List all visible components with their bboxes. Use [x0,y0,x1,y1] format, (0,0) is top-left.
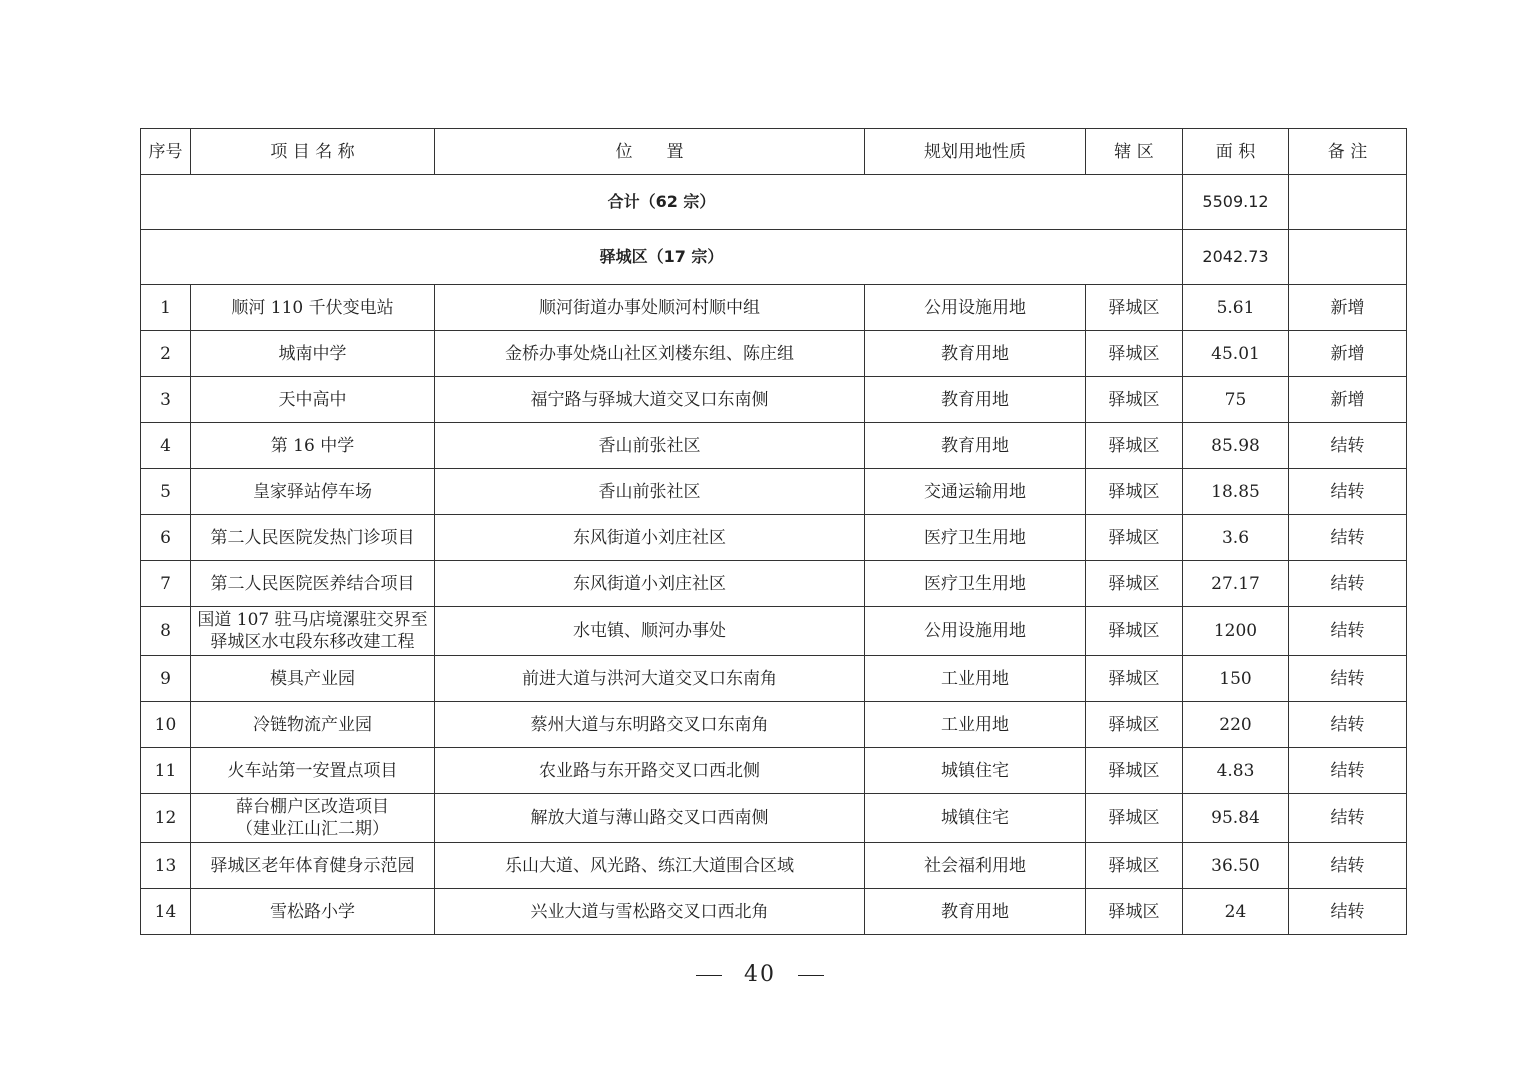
cell-district: 驿城区 [1086,607,1183,656]
cell-location: 东风街道小刘庄社区 [435,515,865,561]
cell-remark: 结转 [1289,607,1407,656]
cell-location: 农业路与东开路交叉口西北侧 [435,748,865,794]
cell-location: 解放大道与薄山路交叉口西南侧 [435,794,865,843]
cell-land-use: 城镇住宅 [865,794,1086,843]
cell-district: 驿城区 [1086,515,1183,561]
cell-area: 18.85 [1183,469,1289,515]
cell-name-line: 第二人民医院医养结合项目 [210,573,415,594]
cell-name-line: 国道 107 驻马店境漯驻交界至 [197,610,428,630]
cell-remark: 结转 [1289,794,1407,843]
cell-name-line: 驿城区水屯段东移改建工程 [210,632,415,652]
cell-name-line: （建业江山汇二期） [236,819,389,839]
cell-name [191,889,435,935]
cell-land-use: 教育用地 [865,377,1086,423]
table-row [141,377,1407,423]
header-no: 序号 [141,129,191,175]
cell-name [191,748,435,794]
cell-remark: 结转 [1289,469,1407,515]
subtotal-row [141,230,1407,285]
cell-name-line: 顺河 110 千伏变电站 [231,297,394,318]
cell-district: 驿城区 [1086,656,1183,702]
page-footer [0,962,1520,987]
cell-district: 驿城区 [1086,423,1183,469]
cell-area: 5.61 [1183,285,1289,331]
cell-location: 福宁路与驿城大道交叉口东南侧 [435,377,865,423]
cell-location: 金桥办事处烧山社区刘楼东组、陈庄组 [435,331,865,377]
cell-area: 1200 [1183,607,1289,656]
total-area: 5509.12 [1183,175,1289,230]
cell-location: 东风街道小刘庄社区 [435,561,865,607]
cell-no: 7 [141,561,191,607]
cell-name-line: 薛台棚户区改造项目 [236,797,389,817]
cell-land-use: 工业用地 [865,656,1086,702]
cell-district: 驿城区 [1086,843,1183,889]
cell-no: 3 [141,377,191,423]
cell-land-use: 医疗卫生用地 [865,515,1086,561]
cell-area: 24 [1183,889,1289,935]
cell-location: 前进大道与洪河大道交叉口东南角 [435,656,865,702]
table-row [141,423,1407,469]
header-name: 项 目 名 称 [191,129,435,175]
table-row [141,794,1407,843]
cell-location: 乐山大道、风光路、练江大道围合区域 [435,843,865,889]
cell-no: 4 [141,423,191,469]
table-row [141,843,1407,889]
cell-land-use: 城镇住宅 [865,748,1086,794]
cell-name-line: 火车站第一安置点项目 [227,760,398,781]
cell-name-line: 皇家驿站停车场 [253,481,372,502]
cell-remark: 结转 [1289,656,1407,702]
cell-district: 驿城区 [1086,469,1183,515]
cell-name [191,285,435,331]
cell-name [191,656,435,702]
cell-no: 11 [141,748,191,794]
cell-location: 蔡州大道与东明路交叉口东南角 [435,702,865,748]
cell-district: 驿城区 [1086,561,1183,607]
cell-name [191,423,435,469]
land-use-table [140,128,1407,935]
cell-district: 驿城区 [1086,702,1183,748]
cell-remark: 结转 [1289,889,1407,935]
cell-remark: 结转 [1289,423,1407,469]
cell-no: 9 [141,656,191,702]
cell-no: 5 [141,469,191,515]
cell-no: 14 [141,889,191,935]
total-label: 合计（62 宗） [141,175,1183,230]
cell-location: 顺河街道办事处顺河村顺中组 [435,285,865,331]
subtotal-label: 驿城区（17 宗） [141,230,1183,285]
cell-area: 36.50 [1183,843,1289,889]
table-row [141,469,1407,515]
cell-district: 驿城区 [1086,889,1183,935]
cell-name [191,561,435,607]
cell-land-use: 医疗卫生用地 [865,561,1086,607]
cell-land-use: 社会福利用地 [865,843,1086,889]
cell-remark: 结转 [1289,515,1407,561]
cell-remark: 新增 [1289,377,1407,423]
cell-name-line: 冷链物流产业园 [253,714,372,735]
page-number: 40 [744,962,776,987]
cell-name [191,515,435,561]
cell-no: 10 [141,702,191,748]
table-row [141,748,1407,794]
cell-district: 驿城区 [1086,794,1183,843]
cell-area: 150 [1183,656,1289,702]
subtotal-remark [1289,230,1407,285]
total-row [141,175,1407,230]
cell-name-line: 第 16 中学 [270,435,355,456]
cell-name-line: 第二人民医院发热门诊项目 [210,527,415,548]
cell-name [191,331,435,377]
cell-location: 兴业大道与雪松路交叉口西北角 [435,889,865,935]
table-row [141,515,1407,561]
cell-district: 驿城区 [1086,748,1183,794]
cell-land-use: 公用设施用地 [865,607,1086,656]
cell-district: 驿城区 [1086,377,1183,423]
cell-remark: 新增 [1289,285,1407,331]
footer-dash-left [696,975,722,976]
cell-location: 香山前张社区 [435,469,865,515]
cell-name [191,843,435,889]
cell-name-line: 雪松路小学 [270,901,355,922]
table-row [141,656,1407,702]
cell-land-use: 工业用地 [865,702,1086,748]
cell-location: 水屯镇、顺河办事处 [435,607,865,656]
cell-land-use: 公用设施用地 [865,285,1086,331]
cell-no: 2 [141,331,191,377]
table-row [141,889,1407,935]
cell-no: 12 [141,794,191,843]
cell-area: 95.84 [1183,794,1289,843]
cell-name-line: 模具产业园 [270,668,355,689]
cell-remark: 结转 [1289,843,1407,889]
cell-area: 220 [1183,702,1289,748]
table-row [141,331,1407,377]
cell-area: 45.01 [1183,331,1289,377]
footer-dash-right [798,975,824,976]
cell-area: 4.83 [1183,748,1289,794]
cell-remark: 结转 [1289,561,1407,607]
total-remark [1289,175,1407,230]
header-land-use: 规划用地性质 [865,129,1086,175]
cell-remark: 结转 [1289,702,1407,748]
header-district: 辖 区 [1086,129,1183,175]
cell-name [191,702,435,748]
cell-no: 6 [141,515,191,561]
cell-name [191,469,435,515]
cell-name [191,794,435,843]
cell-name [191,607,435,656]
cell-land-use: 教育用地 [865,423,1086,469]
table-row [141,607,1407,656]
cell-name-line: 驿城区老年体育健身示范园 [210,855,415,876]
cell-land-use: 教育用地 [865,331,1086,377]
table-row [141,561,1407,607]
header-area: 面 积 [1183,129,1289,175]
cell-remark: 结转 [1289,748,1407,794]
table-header-row [141,129,1407,175]
cell-area: 3.6 [1183,515,1289,561]
cell-no: 8 [141,607,191,656]
cell-district: 驿城区 [1086,285,1183,331]
cell-name [191,377,435,423]
cell-land-use: 交通运输用地 [865,469,1086,515]
cell-area: 27.17 [1183,561,1289,607]
cell-area: 75 [1183,377,1289,423]
cell-district: 驿城区 [1086,331,1183,377]
cell-land-use: 教育用地 [865,889,1086,935]
table-row [141,702,1407,748]
cell-name-line: 城南中学 [278,343,347,364]
cell-no: 1 [141,285,191,331]
cell-location: 香山前张社区 [435,423,865,469]
cell-area: 85.98 [1183,423,1289,469]
cell-no: 13 [141,843,191,889]
subtotal-area: 2042.73 [1183,230,1289,285]
table-row [141,285,1407,331]
header-location: 位 置 [435,129,865,175]
header-remark: 备 注 [1289,129,1407,175]
cell-remark: 新增 [1289,331,1407,377]
cell-name-line: 天中高中 [278,389,347,410]
